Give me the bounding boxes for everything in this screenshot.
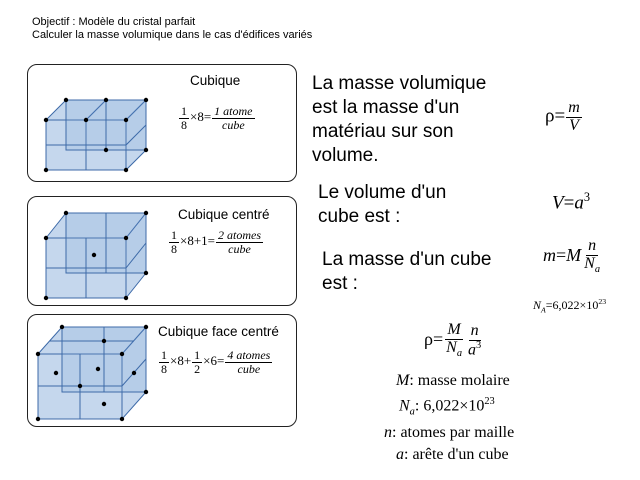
avogadro-constant: $N_A=6,022\times 10^{23}$ [533, 297, 607, 315]
card-fcc [27, 314, 297, 427]
mass-formula: m=M $\frac{n}{N_a}$ [543, 237, 601, 275]
cubic-lattice-illustration [36, 75, 156, 175]
bcc-formula: $\frac{1}{8}$ ×8+1= $\frac{\text{2 atomes}}{\text{cube}}$ [171, 228, 261, 256]
volume-formula: $V=a^3$ [552, 190, 590, 214]
volume-definition: Le volume d'un cube est : [318, 182, 447, 227]
legend-molar-mass: M: masse molaire [396, 372, 510, 389]
cubic-title: Cubique [190, 73, 241, 88]
legend-atoms-per-cell: n: atomes par maille [384, 424, 515, 441]
bcc-lattice-illustration [36, 203, 156, 303]
bcc-title: Cubique centré [178, 207, 270, 222]
fcc-formula: $\frac{1}{8}$ ×8+ $\frac{1}{2}$ ×6= $\frac{\text{4 atomes}}{\text{cube}}$ [161, 348, 271, 376]
legend-cube-edge: a: arête d'un cube [396, 446, 509, 463]
mass-definition: La masse d'un cube est : [322, 249, 492, 294]
card-cubic [27, 64, 297, 182]
fcc-lattice-illustration [32, 319, 156, 425]
density-formula: ρ= $\frac{m}{V}$ [545, 99, 580, 134]
card-bcc [27, 196, 297, 306]
density-definition: La masse volumique est la masse d'un matériau sur son volume. [312, 73, 487, 166]
legend-avogadro: $N_a$: $6,022\times 10^{23}$ [399, 396, 495, 418]
final-density-formula: ρ= $\frac{M}{N_a}$ $\frac{n}{a^3}$ [424, 321, 482, 359]
objective-line: Objectif : Modèle du cristal parfait [32, 16, 196, 28]
subtitle-line: Calculer la masse volumique dans le cas d'édifices variés [32, 29, 313, 41]
cubic-formula: $\frac{1}{8}$ ×8= $\frac{\text{1 atome}}{\text{cube}}$ [181, 104, 253, 132]
fcc-title: Cubique face centré [158, 324, 279, 339]
